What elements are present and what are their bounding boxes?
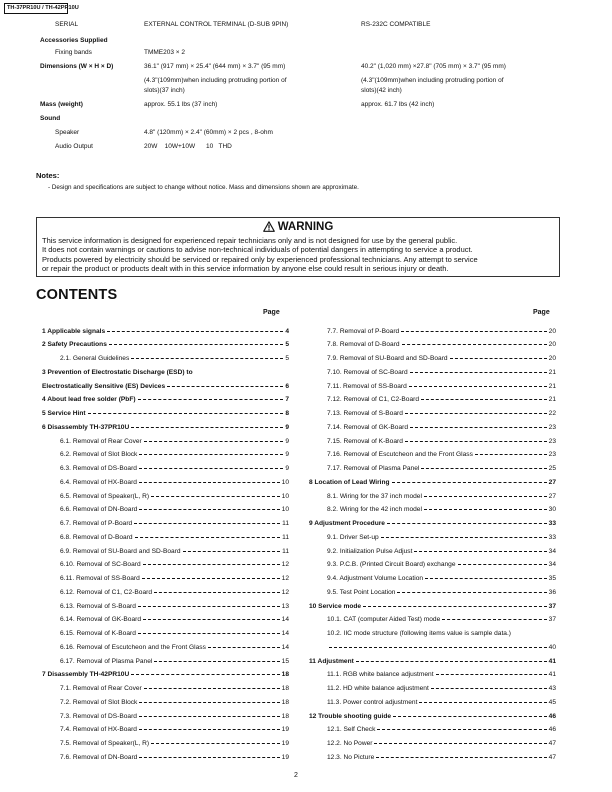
warning-text — [42, 236, 555, 273]
toc-entry[interactable] — [327, 697, 556, 708]
toc-entry-page: 9 — [285, 465, 289, 472]
toc-leader — [139, 454, 283, 455]
toc-entry-title: 6 Disassembly TH-37PR10U — [42, 423, 130, 431]
toc-entry[interactable] — [327, 532, 556, 543]
toc-entry-page: 18 — [281, 698, 289, 706]
toc-entry-title: 6.7. Removal of P-Board — [60, 520, 133, 527]
toc-entry-title: 10.1. CAT (computer Aided Test) mode — [327, 616, 441, 624]
toc-entry-page: 14 — [281, 630, 289, 637]
spec-row-dimensions — [0, 61, 612, 73]
spec-row-speaker — [0, 127, 612, 139]
spec-row-audio-output — [0, 141, 612, 153]
toc-entry-page: 7 — [285, 396, 289, 404]
toc-entry-title: 7.12. Removal of C1, C2-Board — [327, 396, 419, 404]
toc-entry-page: 21 — [548, 368, 556, 376]
toc-entry-page: 33 — [548, 520, 556, 527]
toc-entry-page: 22 — [548, 410, 556, 417]
toc-leader — [151, 496, 280, 497]
toc-entry[interactable] — [60, 656, 289, 667]
spec-label: Sound — [40, 115, 61, 122]
toc-leader — [142, 578, 280, 579]
toc-entry-title: 9.3. P.C.B. (Printed Circuit Board) exchange — [327, 561, 456, 569]
toc-leader — [138, 399, 284, 400]
toc-entry[interactable] — [327, 724, 556, 735]
toc-leader — [405, 413, 547, 414]
toc-entry[interactable] — [42, 408, 289, 419]
toc-leader — [131, 674, 279, 675]
toc-entry-page: 20 — [548, 327, 556, 335]
toc-entry-page: 23 — [548, 437, 556, 445]
toc-entry-title: 11.3. Power control adjustment — [327, 698, 418, 706]
toc-entry[interactable] — [60, 449, 289, 460]
toc-entry-title: 11.1. RGB white balance adjustment — [327, 671, 434, 679]
toc-entry[interactable] — [60, 697, 289, 708]
spec-row-mass — [0, 99, 612, 111]
toc-entry[interactable] — [327, 353, 556, 364]
toc-leader — [167, 386, 283, 387]
toc-entry-page: 5 — [285, 355, 289, 362]
toc-leader — [139, 716, 280, 717]
toc-leader — [154, 661, 279, 662]
toc-entry[interactable] — [309, 711, 556, 722]
spec-value-42: RS-232C COMPATIBLE — [361, 21, 431, 28]
toc-entry-page: 43 — [548, 685, 556, 692]
toc-leader — [436, 674, 547, 675]
spec-label: Fixing bands — [55, 49, 92, 56]
toc-leader — [329, 647, 547, 648]
toc-leader — [381, 537, 547, 538]
toc-entry[interactable] — [60, 614, 289, 625]
toc-entry-title: 7.7. Removal of P-Board — [327, 327, 400, 335]
toc-entry-title: 12 Trouble shooting guide — [309, 712, 392, 720]
toc-entry-title: 6.2. Removal of Slot Block — [60, 451, 138, 459]
toc-entry-page: 34 — [548, 561, 556, 569]
toc-entry-title: 2.1. General Guidelines — [60, 355, 130, 362]
toc-entry-title: 4 About lead free solder (PbF) — [42, 396, 136, 404]
toc-leader — [107, 331, 283, 332]
toc-entry[interactable] — [327, 683, 556, 694]
toc-entry-title: 2 Safety Precautions — [42, 341, 107, 349]
toc-entry-page: 34 — [548, 547, 556, 555]
toc-entry-page: 18 — [281, 671, 289, 679]
toc-leader — [139, 757, 279, 758]
warning-line: It does not contain warnings or cautions to advise non-technical individuals of potential dangers in attempting to service a product. — [42, 245, 473, 255]
toc-entry[interactable] — [327, 669, 556, 680]
toc-entry-title: Electrostatically Sensitive (ES) Devices — [42, 382, 166, 390]
toc-entry-title: 6.16. Removal of Escutcheon and the Front Glass — [60, 643, 206, 651]
toc-entry-title: 9.4. Adjustment Volume Location — [327, 575, 424, 582]
notes-text: - Design and specifications are subject to change without notice. Mass and dimensions shown are approximate. — [48, 184, 359, 191]
toc-entry-title: 7.14. Removal of GK-Board — [327, 423, 408, 431]
toc-entry[interactable] — [327, 504, 556, 515]
toc-entry-page: 25 — [548, 465, 556, 472]
toc-entry[interactable] — [60, 504, 289, 515]
toc-entry-title: 7.9. Removal of SU-Board and SD-Board — [327, 355, 448, 362]
toc-entry-page: 19 — [281, 753, 289, 761]
toc-entry[interactable] — [60, 559, 289, 570]
spec-value-37: 20W 10W+10W 10 THD — [144, 143, 232, 150]
toc-entry[interactable] — [327, 752, 556, 763]
toc-entry-title: 7.2. Removal of Slot Block — [60, 698, 138, 706]
page-column-heading-right: Page — [533, 309, 550, 316]
spec-note-42: slots)(42 inch) — [361, 87, 402, 94]
toc-leader — [131, 427, 283, 428]
notes-title: Notes: — [36, 171, 60, 180]
toc-entry-title: 10 Service mode — [309, 602, 362, 610]
toc-leader — [442, 619, 546, 620]
toc-leader — [450, 358, 547, 359]
toc-entry-page: 20 — [548, 355, 556, 362]
page-column-heading-left: Page — [263, 309, 280, 316]
toc-entry-page: 18 — [281, 712, 289, 720]
toc-entry-title: 1 Applicable signals — [42, 327, 106, 335]
toc-entry-title: 7.11. Removal of SS-Board — [327, 382, 407, 390]
toc-leader — [392, 482, 547, 483]
spec-value-37: EXTERNAL CONTROL TERMINAL (D-SUB 9PIN) — [144, 21, 289, 28]
toc-entry[interactable] — [327, 614, 556, 625]
spec-label: Speaker — [55, 129, 80, 136]
toc-leader — [393, 716, 547, 717]
toc-entry-page: 9 — [285, 451, 289, 459]
toc-leader — [409, 386, 547, 387]
toc-entry-title: 9.2. Initialization Pulse Adjust — [327, 547, 413, 555]
toc-leader — [144, 688, 280, 689]
toc-entry[interactable] — [327, 381, 556, 392]
toc-entry[interactable] — [60, 628, 289, 639]
spec-label: SERIAL — [55, 21, 79, 28]
toc-entry-page: 41 — [548, 657, 556, 665]
spec-row-accessories — [0, 35, 612, 47]
toc-entry[interactable] — [309, 656, 556, 667]
toc-entry[interactable] — [60, 573, 289, 584]
toc-entry-page: 23 — [548, 423, 556, 431]
toc-entry-title: 10.2. IIC mode structure (following items value is sample data.) — [327, 630, 511, 637]
spec-value-37: 36.1" (917 mm) × 25.4" (644 mm) × 3.7" (95 mm) — [144, 63, 286, 70]
toc-leader — [143, 619, 280, 620]
toc-entry-title: 6.17. Removal of Plasma Panel — [60, 657, 153, 665]
toc-entry-title: 11 Adjustment — [309, 657, 354, 665]
toc-leader — [374, 743, 546, 744]
toc-leader — [151, 743, 280, 744]
toc-entry[interactable] — [42, 367, 289, 378]
toc-entry-title: 6.13. Removal of S-Board — [60, 602, 136, 610]
toc-entry-title: 7.15. Removal of K-Board — [327, 437, 403, 445]
toc-entry-page: 46 — [548, 726, 556, 734]
toc-entry-title: 8.1. Wiring for the 37 inch model — [327, 492, 422, 500]
toc-leader — [135, 537, 281, 538]
toc-leader — [419, 702, 546, 703]
toc-entry-page: 11 — [282, 520, 289, 527]
toc-entry-title: 12.1. Self Check — [327, 726, 376, 734]
toc-leader — [138, 606, 280, 607]
warning-line: This service information is designed for experienced repair technicians only and is not designed for use by the general public. — [42, 236, 458, 245]
spec-value-37: 4.8" (120mm) × 2.4" (60mm) × 2 pcs , 8-ohm — [144, 129, 273, 136]
toc-entry[interactable] — [60, 601, 289, 612]
toc-entry-page: 18 — [281, 685, 289, 692]
toc-leader — [410, 427, 547, 428]
toc-entry-page: 27 — [548, 478, 556, 486]
toc-entry-title: 6.15. Removal of K-Board — [60, 630, 136, 637]
toc-entry-title: 7.17. Removal of Plasma Panel — [327, 465, 420, 472]
toc-leader — [387, 523, 547, 524]
toc-entry[interactable] — [327, 642, 556, 653]
spec-row-serial — [0, 19, 612, 31]
toc-entry-page: 35 — [548, 575, 556, 582]
toc-entry[interactable] — [309, 477, 556, 488]
toc-entry[interactable] — [42, 326, 289, 337]
toc-entry[interactable] — [327, 628, 556, 639]
toc-entry-page: 20 — [548, 341, 556, 349]
toc-entry-page: 40 — [548, 643, 556, 651]
warning-box — [36, 217, 560, 277]
toc-entry-title: 9.1. Driver Set-up — [327, 533, 379, 541]
toc-entry[interactable] — [42, 394, 289, 405]
toc-leader — [154, 592, 280, 593]
model-tag: TH-37PR10U / TH-42PR10U — [4, 3, 68, 14]
toc-entry[interactable] — [327, 367, 556, 378]
toc-entry[interactable] — [309, 601, 556, 612]
toc-entry[interactable] — [60, 724, 289, 735]
toc-entry-page: 11 — [282, 533, 289, 541]
toc-entry-page: 47 — [548, 740, 556, 747]
toc-entry-title: 6.14. Removal of GK-Board — [60, 616, 141, 624]
toc-entry-title: 7.1. Removal of Rear Cover — [60, 685, 142, 692]
toc-entry-page: 19 — [281, 726, 289, 734]
toc-entry[interactable] — [327, 546, 556, 557]
spec-label: Dimensions (W × H × D) — [40, 63, 114, 70]
toc-leader — [134, 523, 280, 524]
toc-leader — [414, 551, 546, 552]
toc-leader — [139, 482, 280, 483]
toc-entry-title: 7.6. Removal of DN-Board — [60, 753, 138, 761]
toc-leader — [131, 358, 283, 359]
toc-entry-title: 9.5. Test Point Location — [327, 588, 396, 596]
toc-entry[interactable] — [42, 669, 289, 680]
toc-entry-page: 4 — [285, 327, 289, 335]
spec-row-dimensions-note2 — [0, 85, 612, 97]
toc-entry-page: 46 — [548, 712, 556, 720]
toc-leader — [88, 413, 284, 414]
toc-entry-title: 5 Service Hint — [42, 410, 86, 417]
toc-entry[interactable] — [327, 463, 556, 474]
toc-entry[interactable] — [327, 573, 556, 584]
toc-entry[interactable] — [327, 436, 556, 447]
toc-leader — [144, 441, 284, 442]
spec-label: Mass (weight) — [40, 101, 83, 108]
toc-entry[interactable] — [60, 711, 289, 722]
warning-triangle-icon — [263, 221, 275, 232]
warning-line: Products powered by electricity should be serviced or repaired only by experienced professional technicians. Any attempt to service — [42, 254, 478, 264]
spec-row-fixing-bands — [0, 47, 612, 59]
toc-entry[interactable] — [327, 559, 556, 570]
spec-value-42: 40.2" (1,020 mm) ×27.8" (705 mm) × 3.7" (95 mm) — [361, 63, 506, 70]
toc-entry[interactable] — [327, 326, 556, 337]
toc-entry-title: 8.2. Wiring for the 42 inch model — [327, 506, 422, 514]
toc-entry-title: 7.13. Removal of S-Board — [327, 410, 403, 417]
toc-entry-title: 6.8. Removal of D-Board — [60, 533, 133, 541]
spec-note-42: (4.3"(109mm)when including protruding portion of — [361, 77, 504, 84]
toc-entry[interactable] — [60, 587, 289, 598]
toc-entry-page: 12 — [281, 588, 289, 596]
toc-entry[interactable] — [42, 339, 289, 350]
toc-entry-page: 6 — [285, 382, 289, 390]
toc-leader — [475, 454, 547, 455]
toc-entry-page: 14 — [281, 616, 289, 624]
toc-entry[interactable] — [327, 738, 556, 749]
toc-entry[interactable] — [327, 394, 556, 405]
toc-leader — [376, 757, 546, 758]
toc-leader — [421, 468, 546, 469]
toc-entry[interactable] — [42, 381, 289, 392]
toc-entry-title: 6.6. Removal of DN-Board — [60, 506, 138, 514]
toc-leader — [109, 344, 283, 345]
spec-value-37: TMME203 × 2 — [144, 49, 186, 56]
toc-entry-title: 3 Prevention of Electrostatic Discharge (ESD) to — [42, 368, 193, 376]
spec-value-37: approx. 55.1 lbs (37 inch) — [144, 101, 218, 108]
spec-note-37: slots)(37 inch) — [144, 87, 185, 94]
page-number: 2 — [294, 772, 298, 779]
toc-entry[interactable] — [327, 422, 556, 433]
toc-entry-page: 21 — [548, 382, 556, 390]
toc-entry[interactable] — [327, 408, 556, 419]
toc-entry[interactable] — [60, 463, 289, 474]
toc-entry-title: 7.8. Removal of D-Board — [327, 341, 400, 349]
toc-entry-page: 30 — [548, 506, 556, 514]
toc-entry-page: 41 — [548, 671, 556, 679]
warning-line: or repair the product or products dealt with in this service information by anyone else could result in serious injury or death. — [42, 263, 449, 273]
toc-entry-page: 37 — [548, 616, 556, 624]
toc-entry-title: 12.3. No Picture — [327, 753, 375, 761]
toc-entry-page: 13 — [281, 602, 289, 610]
toc-leader — [425, 578, 547, 579]
toc-entry-page: 9 — [285, 423, 289, 431]
toc-entry-page: 45 — [548, 698, 556, 706]
toc-entry-page: 14 — [281, 643, 289, 651]
toc-leader — [356, 661, 547, 662]
toc-entry[interactable] — [60, 738, 289, 749]
toc-leader — [424, 509, 547, 510]
toc-entry[interactable] — [60, 518, 289, 529]
toc-entry-page: 12 — [281, 561, 289, 569]
toc-leader — [377, 729, 546, 730]
toc-entry-title: 8 Location of Lead Wiring — [309, 478, 390, 486]
toc-entry-title: 7.3. Removal of DS-Board — [60, 712, 137, 720]
spec-value-42: approx. 61.7 lbs (42 inch) — [361, 101, 435, 108]
toc-entry[interactable] — [60, 683, 289, 694]
toc-leader — [405, 441, 547, 442]
toc-entry-page: 5 — [285, 341, 289, 349]
toc-leader — [208, 647, 280, 648]
toc-entry-title: 6.1. Removal of Rear Cover — [60, 437, 142, 445]
toc-entry-page: 12 — [281, 575, 289, 582]
toc-leader — [139, 509, 279, 510]
spec-note-37: (4.3"(109mm)when including protruding portion of — [144, 77, 287, 84]
toc-leader — [431, 688, 547, 689]
toc-entry[interactable] — [60, 477, 289, 488]
toc-entry-title: 6.4. Removal of HX-Board — [60, 478, 137, 486]
warning-title: WARNING — [277, 221, 334, 233]
toc-entry-title: 11.2. HD white balance adjustment — [327, 685, 429, 692]
toc-leader — [424, 496, 547, 497]
toc-entry-page: 33 — [548, 533, 556, 541]
toc-entry-page: 21 — [548, 396, 556, 404]
toc-leader — [402, 344, 547, 345]
toc-entry-title: 9 Adjustment Procedure — [309, 520, 385, 527]
toc-entry-page: 37 — [548, 602, 556, 610]
toc-leader — [397, 592, 546, 593]
toc-entry[interactable] — [327, 491, 556, 502]
contents-title: CONTENTS — [36, 287, 118, 303]
toc-leader — [458, 564, 547, 565]
toc-entry[interactable] — [42, 422, 289, 433]
toc-entry[interactable] — [327, 449, 556, 460]
warning-heading — [37, 220, 559, 234]
toc-entry-page: 8 — [285, 410, 289, 417]
toc-leader — [421, 399, 547, 400]
toc-entry-page: 27 — [548, 492, 556, 500]
toc-entry-page: 19 — [281, 740, 289, 747]
toc-entry-page: 10 — [281, 506, 289, 514]
spec-label: Accessories Supplied — [40, 37, 108, 44]
toc-entry[interactable] — [60, 546, 289, 557]
toc-entry-page: 10 — [281, 492, 289, 500]
toc-leader — [139, 729, 280, 730]
toc-entry[interactable] — [60, 642, 289, 653]
toc-entry[interactable] — [60, 353, 289, 364]
toc-entry-title: 6.11. Removal of SS-Board — [60, 575, 140, 582]
toc-entry-title: 6.12. Removal of C1, C2-Board — [60, 588, 152, 596]
toc-entry-page: 15 — [281, 657, 289, 665]
spec-row-sound — [0, 113, 612, 125]
toc-entry-page: 23 — [548, 451, 556, 459]
toc-entry-title: 7.10. Removal of SC-Board — [327, 368, 408, 376]
toc-leader — [139, 468, 283, 469]
toc-entry-page: 9 — [285, 437, 289, 445]
toc-entry-title: 7 Disassembly TH-42PR10U — [42, 671, 130, 679]
toc-entry[interactable] — [60, 491, 289, 502]
toc-leader — [139, 702, 279, 703]
toc-entry[interactable] — [309, 518, 556, 529]
toc-entry-title: 6.5. Removal of Speaker(L, R) — [60, 492, 150, 500]
spec-label: Audio Output — [55, 143, 93, 150]
toc-entry[interactable] — [327, 339, 556, 350]
toc-entry[interactable] — [327, 587, 556, 598]
toc-entry-title: 12.2. No Power — [327, 740, 373, 747]
toc-leader — [183, 551, 281, 552]
toc-entry-page: 10 — [281, 478, 289, 486]
toc-entry[interactable] — [60, 436, 289, 447]
toc-entry-title: 7.16. Removal of Escutcheon and the Front Glass — [327, 451, 473, 459]
toc-entry-title: 6.3. Removal of DS-Board — [60, 465, 137, 472]
toc-entry-title: 7.5. Removal of Speaker(L, R) — [60, 740, 150, 747]
toc-leader — [401, 331, 546, 332]
toc-leader — [138, 633, 280, 634]
toc-entry[interactable] — [60, 752, 289, 763]
toc-entry-title: 6.9. Removal of SU-Board and SD-Board — [60, 547, 181, 555]
toc-leader — [410, 372, 547, 373]
toc-entry-title: 6.10. Removal of SC-Board — [60, 561, 141, 569]
toc-entry-page: 11 — [282, 547, 289, 555]
toc-leader — [143, 564, 280, 565]
toc-entry-title: 7.4. Removal of HX-Board — [60, 726, 137, 734]
toc-entry[interactable] — [60, 532, 289, 543]
toc-leader — [363, 606, 547, 607]
toc-entry-page: 36 — [548, 588, 556, 596]
toc-entry-page: 47 — [548, 753, 556, 761]
